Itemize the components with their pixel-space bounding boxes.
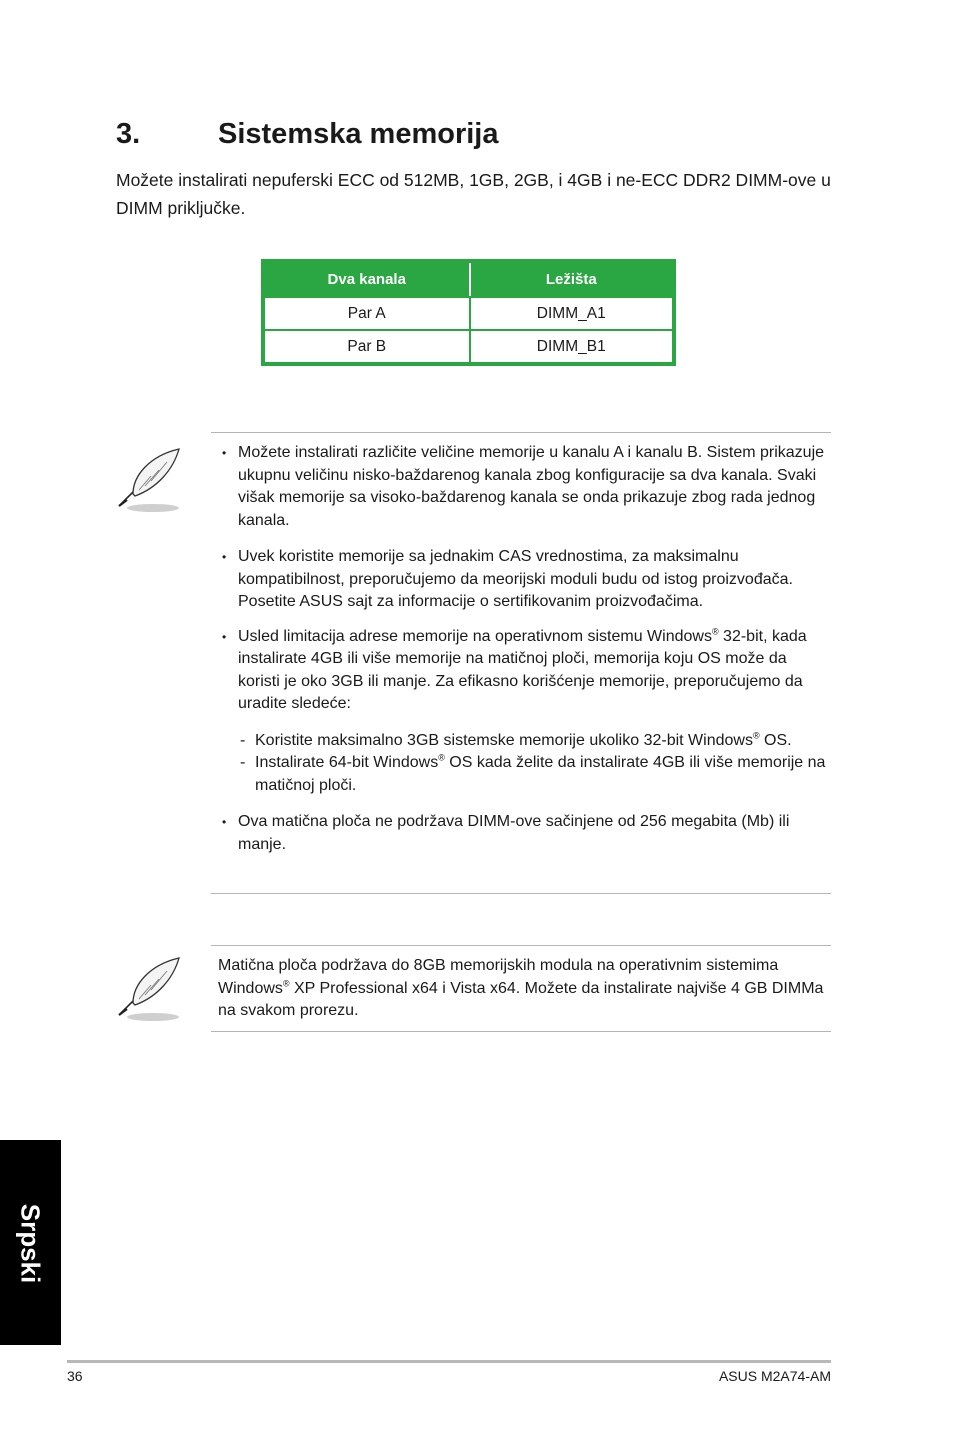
table-cell-pair: Par B — [265, 329, 469, 362]
note1-sub1-text-b: OS. — [759, 731, 792, 749]
note1-bullet3-text-b: 32-bit, kada instalirate 4GB ili više memorije na matičnoj ploči, memorija koju OS može da koristi je oko 3GB ili manje. Za efikasno korišćenje memorije, preporučujemo da uradite sledeće: — [238, 627, 807, 712]
table-header-row — [265, 263, 672, 296]
table-cell-pair: Par A — [265, 296, 469, 329]
note1-top-rule — [211, 432, 831, 433]
sub-list-item — [238, 752, 830, 797]
note1-sub1-text-a: Koristite maksimalno 3GB sistemske memorije ukoliko 32-bit Windows — [255, 731, 753, 749]
registered-mark: ® — [438, 752, 445, 763]
product-name: ASUS M2A74-AM — [718, 1368, 831, 1384]
language-label-wrap — [5, 1203, 55, 1283]
list-item — [218, 811, 830, 856]
footer-rule — [67, 1360, 831, 1363]
table-row — [265, 329, 672, 362]
note2-top-rule — [211, 945, 831, 946]
registered-mark: ® — [752, 730, 760, 741]
table-row — [265, 296, 672, 329]
note1-sub2-text-a: Instalirate 64-bit Windows — [255, 754, 439, 771]
language-label: Srpski — [15, 1203, 46, 1283]
list-item — [218, 442, 830, 532]
sub-list-item — [238, 730, 830, 753]
column-header-slots: Ležišta — [469, 263, 673, 296]
table-cell-slot: DIMM_B1 — [469, 329, 673, 362]
page-number: 36 — [67, 1368, 83, 1384]
note2-bottom-rule — [211, 1031, 831, 1032]
note2-text-a: Matična ploča podržava do 8GB memorijskih modula na operativnim sistemima Windows — [218, 957, 779, 997]
note1-bullet3-text-a: Usled limitacija adrese memorije na operativnom sistemu Windows — [238, 627, 712, 645]
dual-channel-table — [261, 259, 676, 366]
registered-mark: ® — [282, 978, 290, 989]
note1-bullet4-text: Ova matična ploča ne podržava DIMM-ove sačinjene od 256 megabita (Mb) ili manje. — [238, 813, 790, 853]
note2-text-b: XP Professional x64 i Vista x64. Možete da instalirate najviše 4 GB DIMMa na svakom prorezu. — [218, 979, 824, 1019]
section-heading — [116, 114, 498, 154]
column-header-channels: Dva kanala — [265, 263, 469, 296]
note1-sub2-text-b: OS kada želite da instalirate 4GB ili više memorije na matičnoj ploči. — [255, 754, 826, 794]
section-title: Sistemska memorija — [218, 118, 499, 150]
registered-mark: ® — [711, 626, 719, 637]
section-number: 3. — [116, 118, 141, 150]
intro-paragraph: Možete instalirati nepuferski ECC od 512MB, 1GB, 2GB, i 4GB i ne-ECC DDR2 DIMM-ove u DIMM priključke. — [116, 170, 831, 218]
note1-bullet1-text: Možete instalirati različite veličine memorije u kanalu A i kanalu B. Sistem prikazuje ukupnu veličinu nisko-baždarenog kanala zbog konfiguracije sa dva kanala. Svaki višak memorije sa visoko-baždarenog kanala se onda prikazuje zbog rada jednog kanala. — [238, 444, 825, 529]
feather-pen-icon — [113, 955, 185, 1023]
list-item — [218, 546, 830, 614]
list-item — [218, 626, 830, 798]
feather-pen-icon — [113, 446, 185, 514]
note1-bullet2-text: Uvek koristite memorije sa jednakim CAS vrednostima, za maksimalnu kompatibilnost, preporučujemo da meorijski moduli budu od istog proizvođača. Posetite ASUS sajt za informacije o sertifikovanim proizvođačima. — [238, 548, 793, 610]
table-cell-slot: DIMM_A1 — [469, 296, 673, 329]
note1-list — [218, 442, 830, 856]
note2-text — [218, 955, 830, 1023]
note1-bottom-rule — [211, 893, 831, 894]
